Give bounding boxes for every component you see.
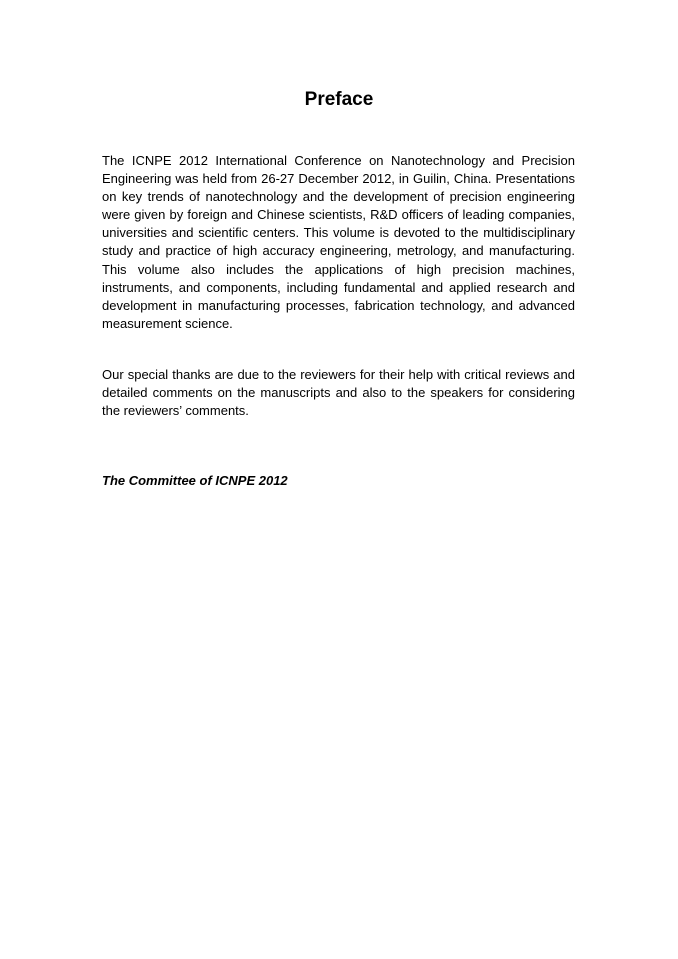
- signature: The Committee of ICNPE 2012: [102, 473, 288, 488]
- page-title: Preface: [304, 89, 374, 110]
- preface-paragraph-2: Our special thanks are due to the reviewers for their help with critical reviews and detailed comments on the manuscripts and also to the speakers for considering the reviewers’ comments.: [102, 367, 575, 419]
- preface-paragraph-1: The ICNPE 2012 International Conference on Nanotechnology and Precision Engineering was held from 26-27 December 2012, in Guilin, China. Presentations on key trends of nanotechnology and the development of precision engineering were given by foreign and Chinese scientists, R&D officers of leading companies, universities and scientific centers. This volume is devoted to the multidisciplinary study and practice of high accuracy engineering, metrology, and manufacturing. This volume also includes the applications of high precision machines, instruments, and components, including fundamental and applied research and development in manufacturing processes, fabrication technology, and advanced measurement science.: [102, 153, 575, 331]
